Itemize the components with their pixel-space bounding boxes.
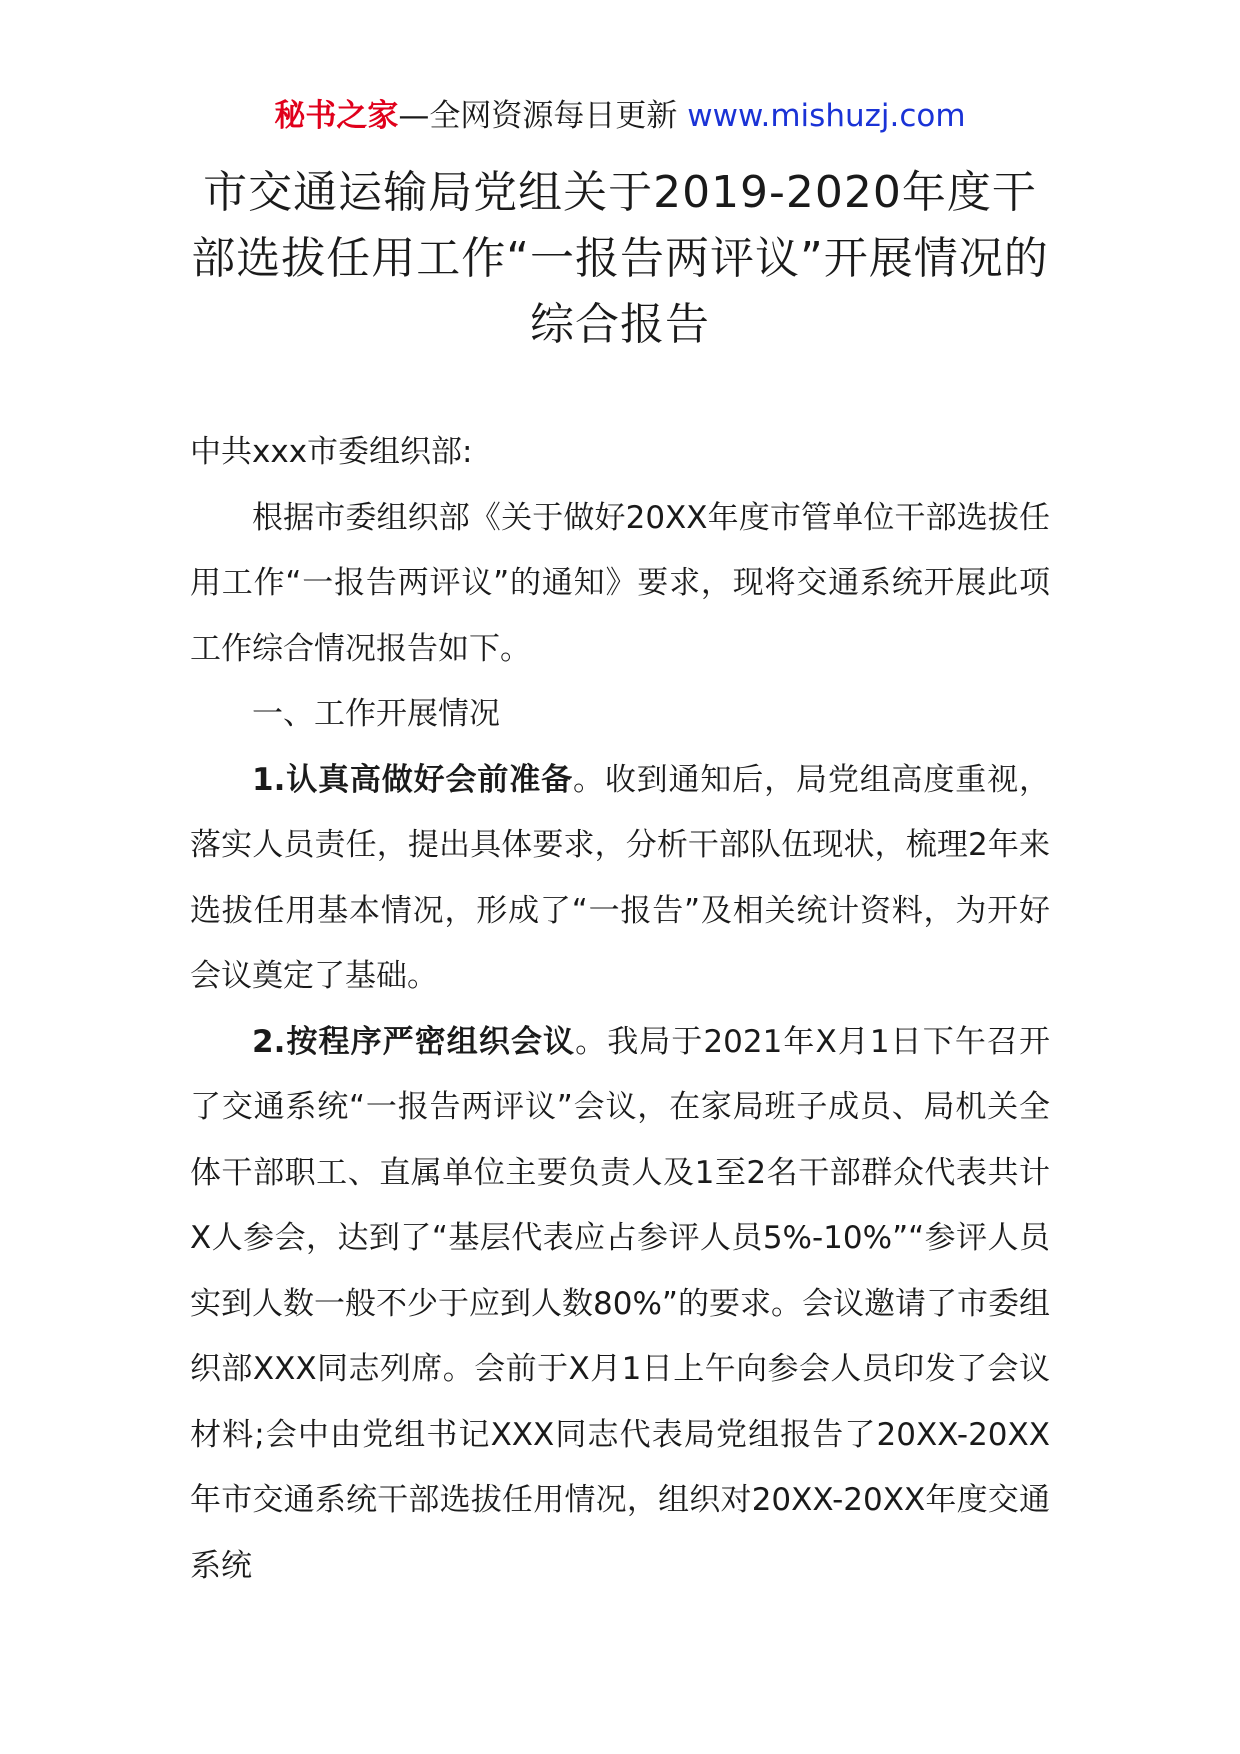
item-2-paragraph	[190, 1010, 1050, 1600]
section-heading: 一、工作开展情况	[252, 696, 500, 732]
item-2-heading: 2.按程序严密组织会议	[252, 1023, 576, 1060]
site-brand: 秘书之家	[274, 98, 399, 134]
item-1-heading: 1.认真高做好会前准备	[252, 761, 573, 798]
item-1-text: 。收到通知后，局党组高度重视，落实人员责任，提出具体要求，分析干部队伍现状，梳理2年来选拔任用基本情况，形成了“一报告”及相关统计资料，为开好会议奠定了基础。	[190, 761, 1050, 994]
item-1-paragraph	[190, 748, 1050, 1010]
item-2-text: 。我局于2021年X月1日下午召开了交通系统“一报告两评议”会议，在家局班子成员、局机关全体干部职工、直属单位主要负责人及1至2名干部群众代表共计X人参会，达到了“基层代表应占参评人员5%-10%”“参评人员实到人数一般不少于应到人数80%”的要求。会议邀请了市委组织部XXX同志列席。会前于X月1日上午向参会人员印发了会议材料;会中由党组书记XXX同志代表局党组报告了20XX-20XX年市交通系统干部选拔任用情况，组织对20XX-20XX年度交通系统	[190, 1023, 1050, 1584]
intro-paragraph: 根据市委组织部《关于做好20XX年度市管单位干部选拔任用工作“一报告两评议”的通知》要求，现将交通系统开展此项工作综合情况报告如下。	[190, 499, 1050, 667]
site-url-link[interactable]: www.mishuzj.com	[687, 98, 966, 134]
document-body	[190, 420, 1050, 1599]
salutation: 中共xxx市委组织部:	[190, 434, 473, 470]
site-slogan: —全网资源每日更新	[398, 98, 678, 134]
site-header	[0, 96, 1240, 136]
document-title: 市交通运输局党组关于2019-2020年度干部选拔任用工作“一报告两评议”开展情况的综合报告	[191, 167, 1049, 350]
